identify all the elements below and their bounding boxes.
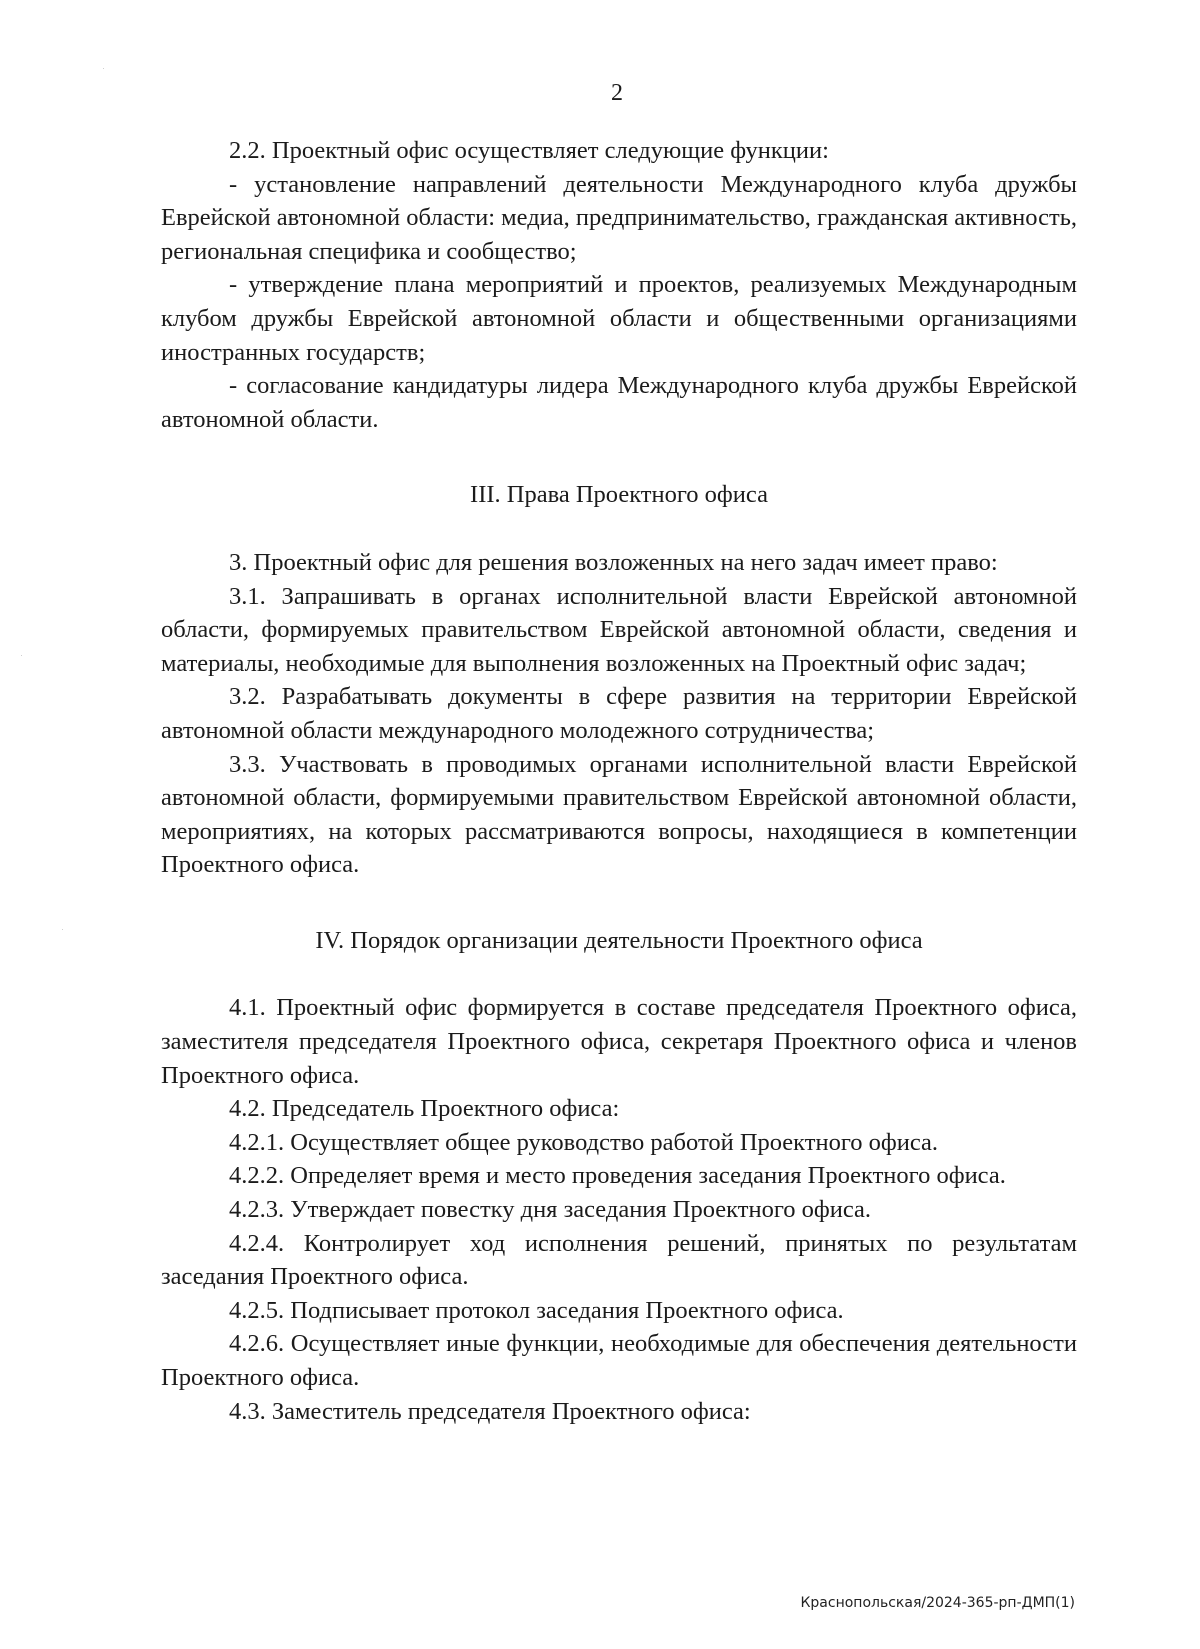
paragraph-4-3: 4.3. Заместитель председателя Проектного офиса: xyxy=(229,1397,751,1425)
paragraph-4-1: 4.1. Проектный офис формируется в составе председателя Проектного офиса, заместителя председателя Проектного офиса, секретаря Проектного офиса и членов Проектного офиса. xyxy=(161,994,1077,1089)
section-spacer xyxy=(161,512,1077,546)
scan-speck xyxy=(103,68,104,69)
section-spacer xyxy=(161,882,1077,924)
bullet-plan-approval: - утверждение плана мероприятий и проектов, реализуемых Международным клубом дружбы Еврейской автономной области и общественными организациями иностранных государств; xyxy=(161,271,1077,366)
document-body xyxy=(161,134,1077,1428)
paragraph-4-2-1: 4.2.1. Осуществляет общее руководство работой Проектного офиса. xyxy=(229,1128,939,1156)
section-3-heading: III. Права Проектного офиса xyxy=(470,481,768,509)
section-spacer xyxy=(161,436,1077,478)
paragraph-4-2: 4.2. Председатель Проектного офиса: xyxy=(229,1095,620,1123)
paragraph-3: 3. Проектный офис для решения возложенных на него задач имеет право: xyxy=(229,548,998,576)
section-4-heading: IV. Порядок организации деятельности Проектного офиса xyxy=(315,926,923,954)
paragraph-4-2-2: 4.2.2. Определяет время и место проведения заседания Проектного офиса. xyxy=(229,1162,1006,1190)
page-number: 2 xyxy=(611,80,623,106)
paragraph-2-2: 2.2. Проектный офис осуществляет следующие функции: xyxy=(229,137,829,164)
paragraph-4-2-5: 4.2.5. Подписывает протокол заседания Проектного офиса. xyxy=(229,1296,844,1324)
scan-speck xyxy=(62,929,63,930)
document-footer-code: Краснопольская/2024-365-рп-ДМП(1) xyxy=(800,1595,1075,1611)
bullet-leader-approval: - согласование кандидатуры лидера Международного клуба дружбы Еврейской автономной области. xyxy=(161,372,1077,433)
paragraph-4-2-3: 4.2.3. Утверждает повестку дня заседания Проектного офиса. xyxy=(229,1196,872,1224)
paragraph-3-2: 3.2. Разрабатывать документы в сфере развития на территории Еврейской автономной области международного молодежного сотрудничества; xyxy=(161,683,1077,744)
paragraph-4-2-4: 4.2.4. Контролирует ход исполнения решений, принятых по результатам заседания Проектного офиса. xyxy=(161,1229,1077,1291)
section-spacer xyxy=(161,957,1077,991)
scan-speck xyxy=(21,655,22,656)
bullet-directions: - установление направлений деятельности Международного клуба дружбы Еврейской автономной области: медиа, предпринимательство, гражданская активность, региональная специфика и сообщество; xyxy=(161,170,1077,265)
paragraph-3-3: 3.3. Участвовать в проводимых органами исполнительной власти Еврейской автономной области, формируемыми правительством Еврейской автономной области, мероприятиях, на которых рассматриваются вопросы, находящиеся в компетенции Проектного офиса. xyxy=(161,750,1077,879)
paragraph-3-1: 3.1. Запрашивать в органах исполнительной власти Еврейской автономной области, формируемых правительством Еврейской автономной области, сведения и материалы, необходимые для выполнения возложенных на Проектный офис задач; xyxy=(161,582,1077,677)
paragraph-4-2-6: 4.2.6. Осуществляет иные функции, необходимые для обеспечения деятельности Проектного офиса. xyxy=(161,1330,1077,1391)
